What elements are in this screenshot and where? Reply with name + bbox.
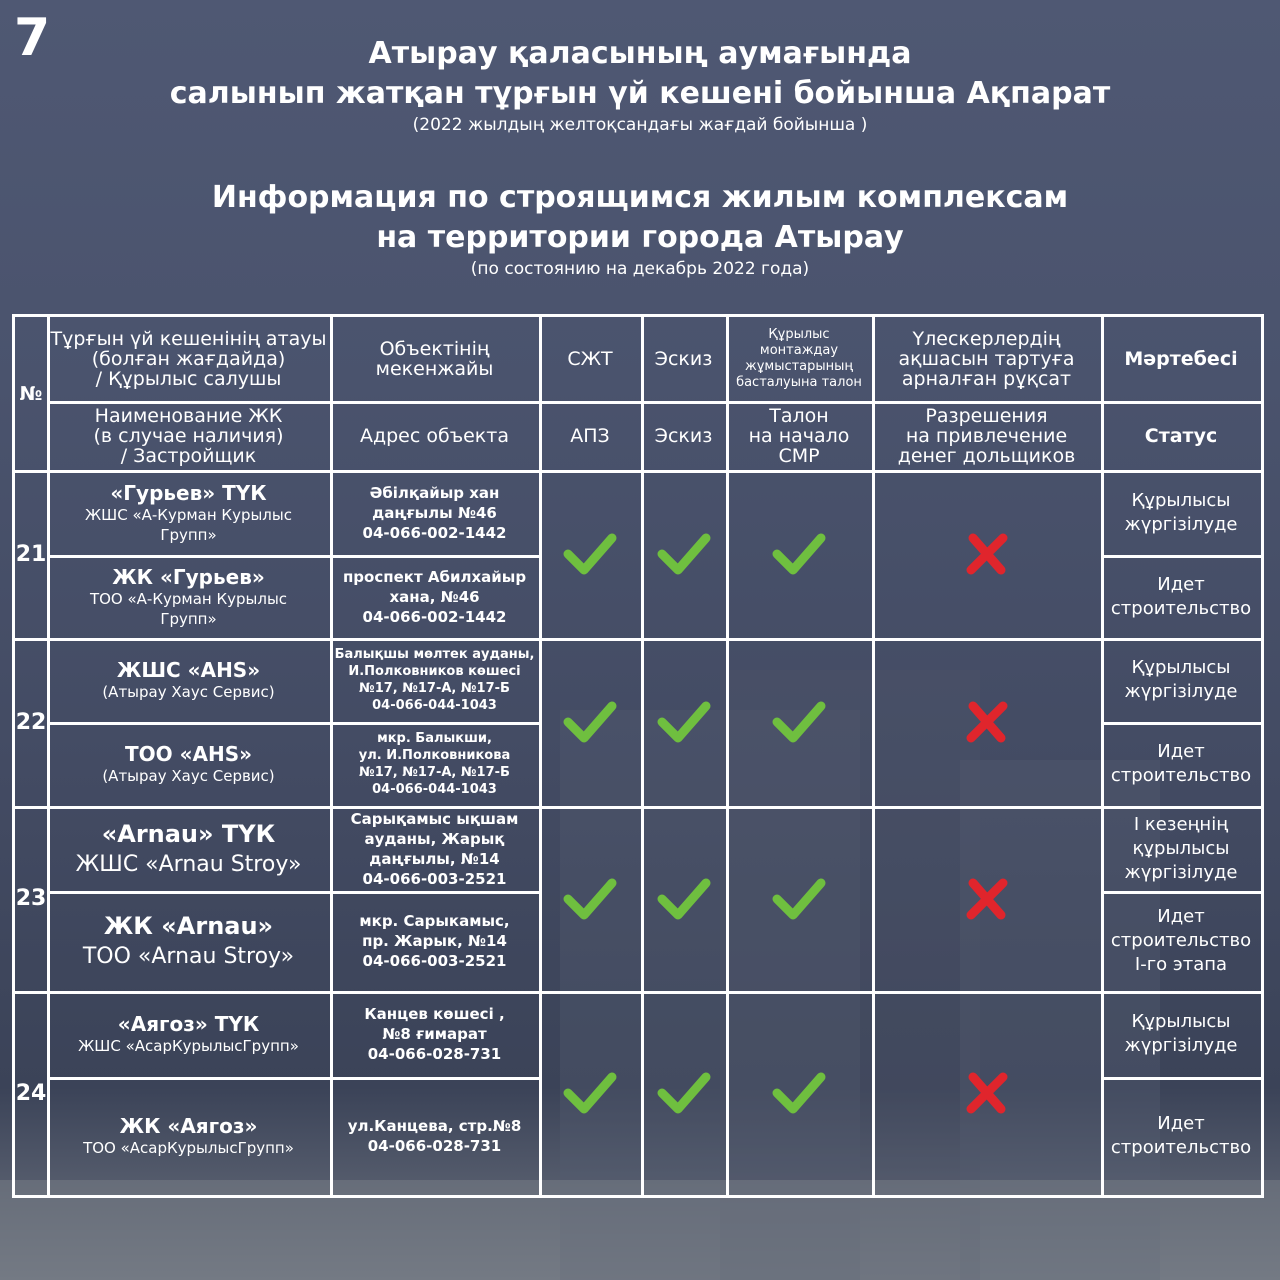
complex-name-ru: ЖК «Arnau» xyxy=(103,912,274,940)
page-number: 7 xyxy=(14,8,51,68)
complex-name-kz: «Arnau» ТҮК xyxy=(101,819,276,848)
developer-kz: ЖШС «АсарКурылысГрупп» xyxy=(78,1037,299,1055)
status-ru-cell xyxy=(1101,1077,1261,1195)
check-icon xyxy=(769,692,829,752)
complex-name-ru: ЖК «Гурьев» xyxy=(112,564,265,589)
status-kz-line: Құрылысы xyxy=(1131,489,1231,511)
status-ru-line: I-го этапа xyxy=(1134,954,1228,975)
header-shares-kz-line: арналған рұқсат xyxy=(901,368,1072,390)
name-ru-cell xyxy=(47,722,330,806)
talon-mark-cell xyxy=(726,806,872,991)
complex-name-kz: ЖШС «AHS» xyxy=(116,658,261,682)
shares-mark-cell xyxy=(872,638,1101,806)
address-ru-line: пр. Жарык, №14 xyxy=(362,932,507,950)
status-ru-cell xyxy=(1101,555,1261,638)
address-kz-line: №17, №17-А, №17-Б xyxy=(359,681,510,696)
status-kz-cell xyxy=(1101,806,1261,891)
row-number xyxy=(15,470,47,638)
status-kz-line: жүргізілуде xyxy=(1124,513,1238,535)
header-status-kz-label: Мәртебесі xyxy=(1124,348,1238,370)
header-apz-kz-label: СЖТ xyxy=(567,348,613,370)
header-sketch-kz-label: Эскиз xyxy=(654,348,713,370)
header-shares-ru-line: на привлечение xyxy=(905,424,1068,447)
status-ru-line: Идет xyxy=(1157,573,1205,595)
address-kz-line: Әбілқайыр хан xyxy=(369,483,500,502)
status-kz-cell xyxy=(1101,638,1261,722)
header-name-kz xyxy=(47,317,330,401)
header-shares-kz-line: ақшасын тартуға xyxy=(898,348,1075,370)
header-name-kz-b: (болған жағдайда) xyxy=(91,348,286,370)
developer-ru: Групп» xyxy=(160,609,217,628)
developer-kz: Групп» xyxy=(160,525,217,544)
header-name-ru-line: Наименование ЖК xyxy=(94,404,283,427)
talon-mark-cell xyxy=(726,470,872,638)
status-kz-line: Құрылысы xyxy=(1131,657,1231,678)
header-shares-ru xyxy=(872,401,1101,470)
header-sketch-ru xyxy=(641,401,726,470)
sketch-mark-cell xyxy=(641,638,726,806)
address-ru-line: ул. И.Полковникова xyxy=(358,748,511,763)
subtitle-kz: (2022 жылдың желтоқсандағы жағдай бойынша ) xyxy=(412,115,868,135)
header-shares-ru-line: Разрешения xyxy=(925,404,1048,427)
header-addr-kz xyxy=(330,317,539,401)
header-talon-kz-line: монтаждау xyxy=(759,343,839,358)
name-kz-cell xyxy=(47,638,330,722)
address-ru-line: проспект Абилхайыр xyxy=(342,567,527,586)
status-ru-line: строительство xyxy=(1110,1137,1252,1158)
sketch-mark-cell xyxy=(641,991,726,1195)
check-icon xyxy=(769,1063,829,1123)
cross-icon xyxy=(957,1063,1017,1123)
check-icon xyxy=(769,524,829,584)
address-kz-line: даңғылы, №14 xyxy=(369,849,500,868)
title-kz-line-1: Атырау қаласының аумағында xyxy=(368,36,912,71)
address-kz-line: ауданы, Жарық xyxy=(364,829,505,848)
apz-mark-cell xyxy=(539,470,641,638)
shares-mark-cell xyxy=(872,806,1101,991)
header-name-kz-c: / Құрылыс салушы xyxy=(95,368,282,390)
status-ru-line: строительство xyxy=(1110,765,1252,786)
cross-icon xyxy=(957,524,1017,584)
header-apz-kz xyxy=(539,317,641,401)
row-number-label: 24 xyxy=(15,1080,47,1106)
address-ru-line: №17, №17-А, №17-Б xyxy=(359,765,510,780)
address-ru-cell xyxy=(330,555,539,638)
address-ru-line: 04-066-028-731 xyxy=(367,1137,502,1155)
header-name-kz-a: Тұрғын үй кешенінің атауы xyxy=(50,328,327,350)
header-addr-ru-label: Адрес объекта xyxy=(359,424,509,447)
address-kz-cell xyxy=(330,638,539,722)
header-talon-ru xyxy=(726,401,872,470)
row-number-label: 22 xyxy=(15,709,47,735)
check-icon xyxy=(654,524,714,584)
header-addr-ru xyxy=(330,401,539,470)
status-ru-cell xyxy=(1101,891,1261,991)
status-ru-line: строительство xyxy=(1110,597,1252,619)
talon-mark-cell xyxy=(726,638,872,806)
address-kz-line: Канцев көшесі , xyxy=(364,1005,505,1023)
status-ru-line: Идет xyxy=(1157,741,1205,762)
header-status-kz xyxy=(1101,317,1261,401)
apz-mark-cell xyxy=(539,638,641,806)
name-ru-cell xyxy=(47,1077,330,1195)
address-ru-line: 04-066-044-1043 xyxy=(372,782,497,797)
title-ru-line-1: Информация по строящимся жилым комплексам xyxy=(211,180,1069,215)
complex-name-kz: «Гурьев» ТҮК xyxy=(110,480,267,505)
check-icon xyxy=(560,1063,620,1123)
address-ru-line: 04-066-003-2521 xyxy=(362,952,507,970)
header-status-ru xyxy=(1101,401,1261,470)
address-ru-cell xyxy=(330,722,539,806)
address-kz-line: Сарықамыс ықшам xyxy=(350,809,519,828)
header-shares-ru-line: денег дольщиков xyxy=(897,444,1076,467)
status-kz-line: құрылысы xyxy=(1132,837,1230,859)
status-kz-cell xyxy=(1101,470,1261,555)
header-shares-kz xyxy=(872,317,1101,401)
header-apz-ru-label: АПЗ xyxy=(570,424,610,447)
construction-table xyxy=(12,314,1264,1198)
address-ru-line: 04-066-002-1442 xyxy=(362,607,507,626)
status-ru-line: Идет xyxy=(1157,1113,1205,1134)
status-kz-cell xyxy=(1101,991,1261,1077)
header-status-ru-label: Статус xyxy=(1144,424,1218,447)
developer-kz: (Атырау Хаус Сервис) xyxy=(102,683,275,701)
status-ru-line: Идет xyxy=(1157,906,1205,927)
row-number xyxy=(15,806,47,991)
check-icon xyxy=(769,869,829,929)
title-block xyxy=(0,34,1280,280)
header-name-ru-line: / Застройщик xyxy=(120,444,257,467)
header-name-ru-line: (в случае наличия) xyxy=(93,424,284,447)
status-kz-line: жүргізілуде xyxy=(1124,1035,1238,1056)
header-talon-kz xyxy=(726,317,872,401)
header-num-label: № xyxy=(19,382,43,405)
complex-name-ru: ТОО «AHS» xyxy=(124,742,253,766)
address-kz-line: Балықшы мөлтек ауданы, xyxy=(334,647,535,662)
header-num xyxy=(15,317,47,470)
shares-mark-cell xyxy=(872,991,1101,1195)
status-kz-line: І кезеңнің xyxy=(1133,813,1229,835)
developer-ru: ТОО «А-Курман Курылыс xyxy=(89,589,288,608)
name-ru-cell xyxy=(47,555,330,638)
address-ru-line: хана, №46 xyxy=(389,587,480,606)
developer-kz: ЖШС «А-Курман Курылыс xyxy=(85,505,292,524)
row-number-label: 21 xyxy=(15,541,47,567)
header-talon-ru-line: СМР xyxy=(778,444,820,467)
check-icon xyxy=(560,524,620,584)
shares-mark-cell xyxy=(872,470,1101,638)
title-kz-line-2: салынып жатқан тұрғын үй кешені бойынша Ақпарат xyxy=(169,76,1111,111)
talon-mark-cell xyxy=(726,991,872,1195)
check-icon xyxy=(560,692,620,752)
header-shares-kz-line: Үлескерлердің xyxy=(912,328,1061,350)
name-kz-cell xyxy=(47,991,330,1077)
address-ru-line: мкр. Балыкши, xyxy=(377,731,492,746)
check-icon xyxy=(560,869,620,929)
header-addr-kz-line: мекенжайы xyxy=(375,358,494,380)
address-kz-cell xyxy=(330,991,539,1077)
row-number-label: 23 xyxy=(15,886,47,911)
address-kz-line: И.Полковников көшесі xyxy=(348,664,521,679)
address-ru-line: мкр. Сарыкамыс, xyxy=(359,912,510,930)
check-icon xyxy=(654,692,714,752)
header-name-ru xyxy=(47,401,330,470)
header-talon-ru-line: на начало xyxy=(748,424,850,447)
address-kz-line: 04-066-028-731 xyxy=(367,1045,502,1063)
header-talon-kz-line: жұмыстарының xyxy=(744,359,854,374)
header-talon-ru-line: Талон xyxy=(769,404,829,427)
name-kz-cell xyxy=(47,806,330,891)
status-ru-line: строительство xyxy=(1110,930,1252,951)
developer-ru: ТОО «Arnau Stroy» xyxy=(82,944,295,969)
status-ru-cell xyxy=(1101,722,1261,806)
address-kz-line: даңғылы №46 xyxy=(372,503,497,522)
address-kz-line: 04-066-003-2521 xyxy=(362,869,507,888)
address-kz-cell xyxy=(330,470,539,555)
complex-name-ru: ЖК «Аягоз» xyxy=(119,1114,258,1138)
developer-kz: ЖШС «Arnau Stroy» xyxy=(75,851,302,877)
address-ru-cell xyxy=(330,1077,539,1195)
header-apz-ru xyxy=(539,401,641,470)
sketch-mark-cell xyxy=(641,806,726,991)
header-name-kz-text xyxy=(47,329,330,389)
address-kz-line: 04-066-044-1043 xyxy=(372,698,497,713)
header-addr-kz-line: Объектінің xyxy=(379,338,490,360)
sketch-mark-cell xyxy=(641,470,726,638)
subtitle-ru: (по состоянию на декабрь 2022 года) xyxy=(470,259,810,279)
address-kz-line: 04-066-002-1442 xyxy=(362,523,507,542)
address-ru-line: ул.Канцева, стр.№8 xyxy=(347,1117,522,1135)
row-number xyxy=(15,991,47,1195)
apz-mark-cell xyxy=(539,806,641,991)
name-kz-cell xyxy=(47,470,330,555)
apz-mark-cell xyxy=(539,991,641,1195)
address-kz-cell xyxy=(330,806,539,891)
developer-ru: (Атырау Хаус Сервис) xyxy=(102,767,275,785)
title-ru-line-2: на территории города Атырау xyxy=(376,220,904,255)
header-talon-kz-line: басталуына талон xyxy=(736,375,862,390)
row-number xyxy=(15,638,47,806)
status-kz-line: Құрылысы xyxy=(1131,1011,1231,1032)
header-sketch-ru-label: Эскиз xyxy=(654,424,713,447)
developer-ru: ТОО «АсарКурылысГрупп» xyxy=(83,1139,294,1157)
name-ru-cell xyxy=(47,891,330,991)
header-talon-kz-line: Құрылыс xyxy=(768,327,830,342)
cross-icon xyxy=(957,692,1017,752)
address-ru-cell xyxy=(330,891,539,991)
complex-name-kz: «Аягоз» ТҮК xyxy=(117,1012,260,1036)
check-icon xyxy=(654,869,714,929)
status-kz-line: жүргізілуде xyxy=(1124,861,1238,883)
cross-icon xyxy=(957,869,1017,929)
check-icon xyxy=(654,1063,714,1123)
header-sketch-kz xyxy=(641,317,726,401)
status-kz-line: жүргізілуде xyxy=(1124,681,1238,702)
address-kz-line: №8 ғимарат xyxy=(382,1025,487,1043)
